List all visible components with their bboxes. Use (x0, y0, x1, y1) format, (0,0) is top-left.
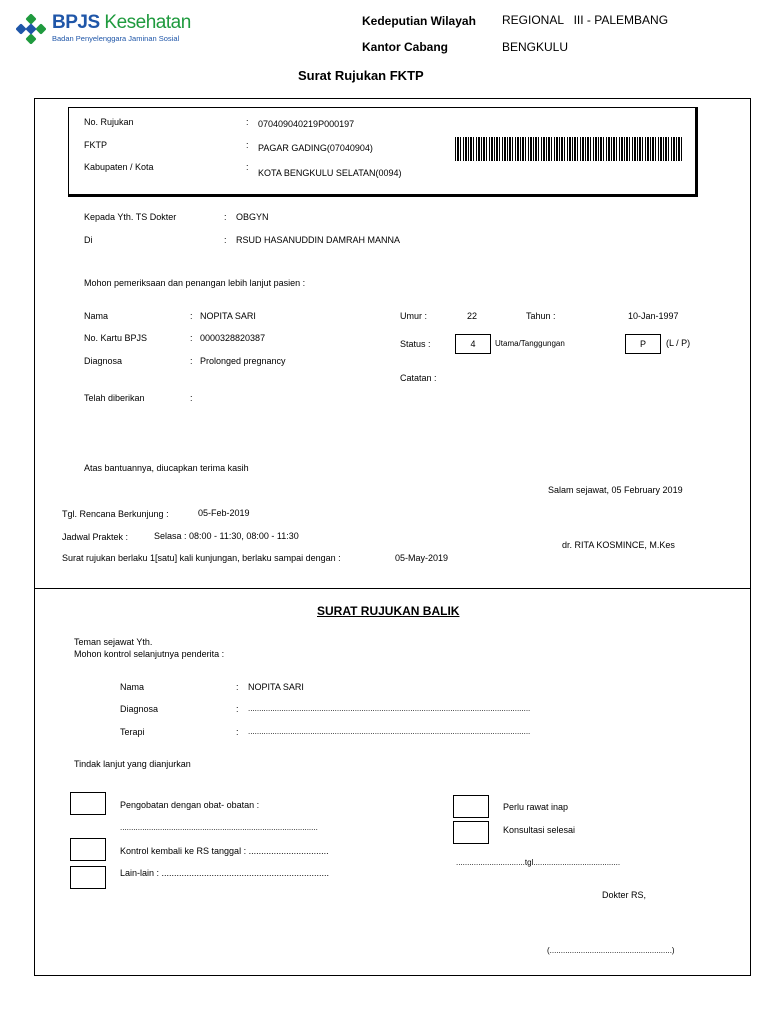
status-desc: Utama/Tanggungan (495, 339, 565, 348)
teman-text: Teman sejawat Yth. (74, 637, 153, 647)
colon: : (190, 393, 193, 403)
colon: : (190, 311, 193, 321)
logo-bpjs-text: BPJS (52, 12, 100, 33)
colon: : (236, 727, 239, 737)
fktp-value: PAGAR GADING(07040904) (258, 143, 373, 153)
no-rujukan-label: No. Rujukan (84, 117, 134, 127)
nama-label: Nama (84, 311, 109, 321)
umur-value: 22 (467, 311, 478, 321)
kepada-value: OBGYN (236, 212, 269, 222)
bpjs-logo (16, 12, 196, 46)
diagnosa-value: Prolonged pregnancy (200, 356, 286, 366)
obat-label: Pengobatan dengan obat- obatan : (120, 800, 260, 810)
colon: : (246, 162, 249, 172)
colon: : (190, 356, 193, 366)
lain-label: Lain-lain : ................................................................... (120, 868, 330, 878)
gender-box: P (625, 334, 661, 354)
diagnosa-dots: ............................................................................................................................... (248, 704, 531, 713)
balik-diagnosa-label: Diagnosa (120, 704, 159, 714)
balik-nama-value: NOPITA SARI (248, 682, 304, 692)
umur-label: Umur : (400, 311, 427, 321)
balik-nama-label: Nama (120, 682, 145, 692)
telah-diberikan-label: Telah diberikan (84, 393, 145, 403)
balik-title: SURAT RUJUKAN BALIK (317, 604, 460, 618)
logo-kesehatan-text: Kesehatan (104, 12, 191, 33)
nama-value: NOPITA SARI (200, 311, 256, 321)
obat-checkbox[interactable] (70, 792, 106, 815)
doctor-name: dr. RITA KOSMINCE, M.Kes (562, 540, 675, 550)
rencana-label: Tgl. Rencana Berkunjung : (62, 509, 169, 519)
kabupaten-value: KOTA BENGKULU SELATAN(0094) (258, 168, 402, 178)
kartu-value: 0000328820387 (200, 333, 266, 343)
gender-desc: (L / P) (666, 338, 691, 348)
jadwal-label: Jadwal Praktek : (62, 532, 129, 542)
page-title: Surat Rujukan FKTP (298, 68, 424, 83)
tahun-value: 10-Jan-1997 (628, 311, 679, 321)
tindak-lanjut-label: Tindak lanjut yang dianjurkan (74, 759, 191, 769)
konsultasi-label: Konsultasi selesai (503, 825, 576, 835)
catatan-label: Catatan : (400, 373, 437, 383)
rencana-value: 05-Feb-2019 (198, 508, 250, 518)
colon: : (236, 704, 239, 714)
logo-tagline: Badan Penyelenggara Jaminan Sosial (52, 34, 180, 43)
di-label: Di (84, 235, 93, 245)
rawat-inap-checkbox[interactable] (453, 795, 489, 818)
di-value: RSUD HASANUDDIN DAMRAH MANNA (236, 235, 401, 245)
thanks-text: Atas bantuannya, diucapkan terima kasih (84, 463, 249, 473)
colon: : (236, 682, 239, 692)
bpjs-emblem-icon (16, 14, 46, 44)
kepada-label: Kepada Yth. TS Dokter (84, 212, 177, 222)
fktp-label: FKTP (84, 140, 108, 150)
kartu-label: No. Kartu BPJS (84, 333, 148, 343)
section-divider (34, 588, 751, 589)
no-rujukan-value: 070409040219P000197 (258, 119, 355, 129)
obat-dots: ......................................................................................... (120, 823, 318, 832)
tahun-label: Tahun : (526, 311, 556, 321)
barcode (455, 137, 682, 161)
request-text: Mohon pemeriksaan dan penangan lebih lanjut pasien : (84, 278, 306, 288)
berlaku-value: 05-May-2019 (395, 553, 449, 563)
terapi-dots: ............................................................................................................................... (248, 727, 531, 736)
terapi-label: Terapi (120, 727, 145, 737)
berlaku-text: Surat rujukan berlaku 1[satu] kali kunjungan, berlaku sampai dengan : (62, 553, 341, 563)
diagnosa-label: Diagnosa (84, 356, 123, 366)
document-frame (34, 98, 751, 976)
wilayah-label: Kedeputian Wilayah (362, 14, 476, 28)
lain-checkbox[interactable] (70, 866, 106, 889)
colon: : (224, 212, 227, 222)
status-label: Status : (400, 339, 431, 349)
kontrol-checkbox[interactable] (70, 838, 106, 861)
konsultasi-checkbox[interactable] (453, 821, 489, 844)
colon: : (246, 117, 249, 127)
cabang-value: BENGKULU (502, 40, 569, 54)
jadwal-value: Selasa : 08:00 - 11:30, 08:00 - 11:30 (154, 531, 299, 541)
kontrol-label: Kontrol kembali ke RS tanggal : ................................ (120, 846, 329, 856)
signature-line: (.......................................................) (547, 946, 675, 955)
cabang-label: Kantor Cabang (362, 40, 449, 54)
kabupaten-label: Kabupaten / Kota (84, 162, 154, 172)
mohon-text: Mohon kontrol selanjutnya penderita : (74, 649, 225, 659)
rawat-inap-label: Perlu rawat inap (503, 802, 569, 812)
tgl-line: ...............................tgl....................................... (456, 858, 621, 867)
salam-text: Salam sejawat, 05 February 2019 (548, 485, 683, 495)
dokter-rs-label: Dokter RS, (602, 890, 647, 900)
colon: : (246, 140, 249, 150)
status-box: 4 (455, 334, 491, 354)
wilayah-value: REGIONAL III - PALEMBANG (502, 13, 669, 27)
colon: : (224, 235, 227, 245)
colon: : (190, 333, 193, 343)
